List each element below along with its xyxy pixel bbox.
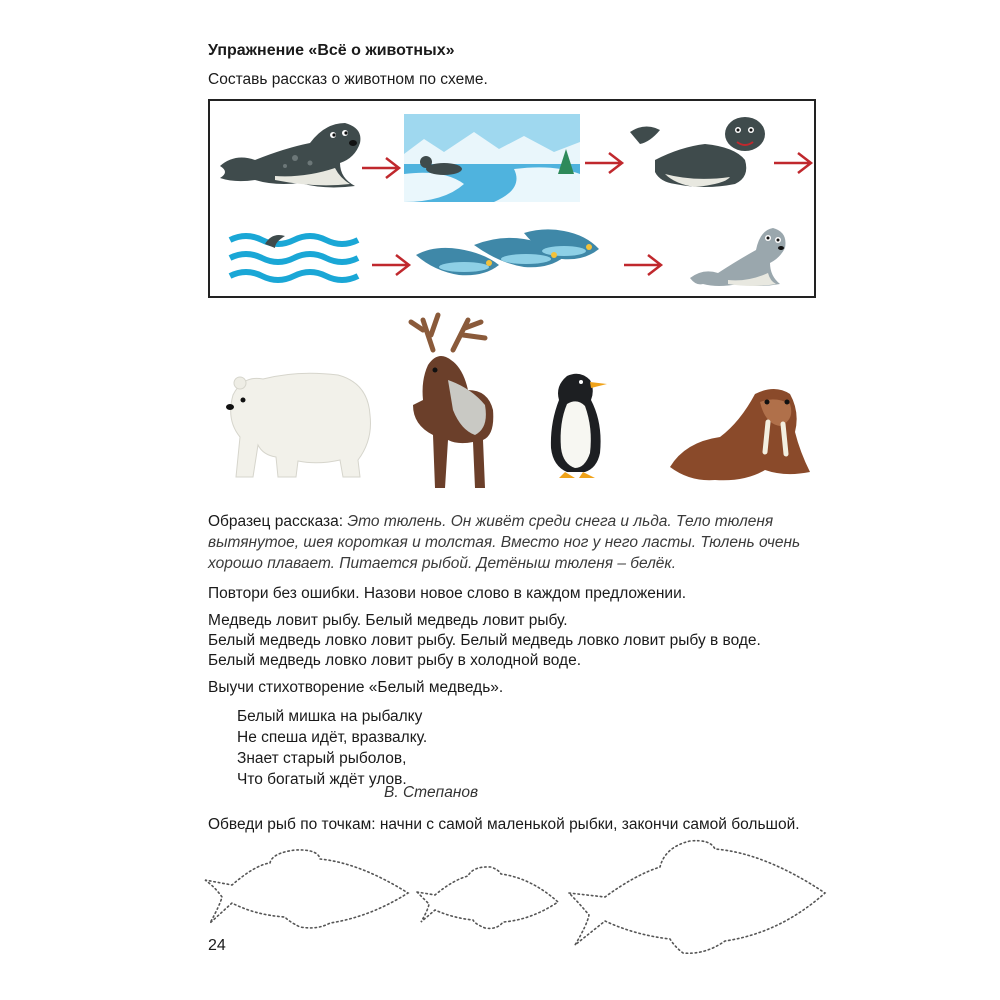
poem [237,706,427,790]
fish-icon [414,225,604,285]
sentence-line: Белый медведь ловко ловит рыбу. Белый медведь ловко ловит рыбу в воде. [208,632,761,649]
water-waves-icon [230,228,360,283]
dotted-fish-large [565,835,830,965]
sample-label: Образец рассказа: [208,513,344,530]
reindeer-icon [393,310,503,492]
penguin-icon [545,368,610,482]
sentence-line: Белый медведь ловко ловит рыбу в холодной воде. [208,652,582,669]
seal-icon [215,108,365,193]
walrus-icon [665,382,815,492]
repeat-instruction: Повтори без ошибки. Назови новое слово в каждом предложении. [208,585,687,602]
dotted-fish-small [413,862,563,932]
arrow-icon [622,252,664,278]
sample-text: Это тюлень. Он живёт среди снега и льда. Тело тюленя вытянутое, шея короткая и толстая. Вместо ног у него ласты. Тюлень очень хорошо плавает. Питается рыбой. Детёныш тюленя – белёк. [208,513,801,572]
poem-line: Что богатый ждёт улов. [237,771,407,788]
instruction: Составь рассказ о животном по схеме. [208,71,488,88]
seal-body-parts-icon [625,112,775,192]
polar-bear-icon [218,365,376,483]
baby-seal-icon [688,218,788,290]
poem-line: Белый мишка на рыбалку [237,708,423,725]
arrow-icon [360,155,402,181]
sample-story [208,511,820,574]
poem-instruction: Выучи стихотворение «Белый медведь». [208,679,504,696]
arrow-icon [370,252,412,278]
dotted-fish-medium [200,845,415,935]
arctic-landscape-icon [404,114,580,202]
poem-line: Не спеша идёт, вразвалку. [237,729,428,746]
arrow-icon [772,150,814,176]
poem-author: В. Степанов [384,784,479,801]
page-number: 24 [208,937,226,954]
trace-instruction: Обведи рыб по точкам: начни с самой маленькой рыбки, закончи самой большой. [208,816,800,833]
poem-line: Знает старый рыболов, [237,750,407,767]
arrow-icon [583,150,625,176]
exercise-title: Упражнение «Всё о животных» [208,42,455,59]
sentence-line: Медведь ловит рыбу. Белый медведь ловит рыбу. [208,612,568,629]
